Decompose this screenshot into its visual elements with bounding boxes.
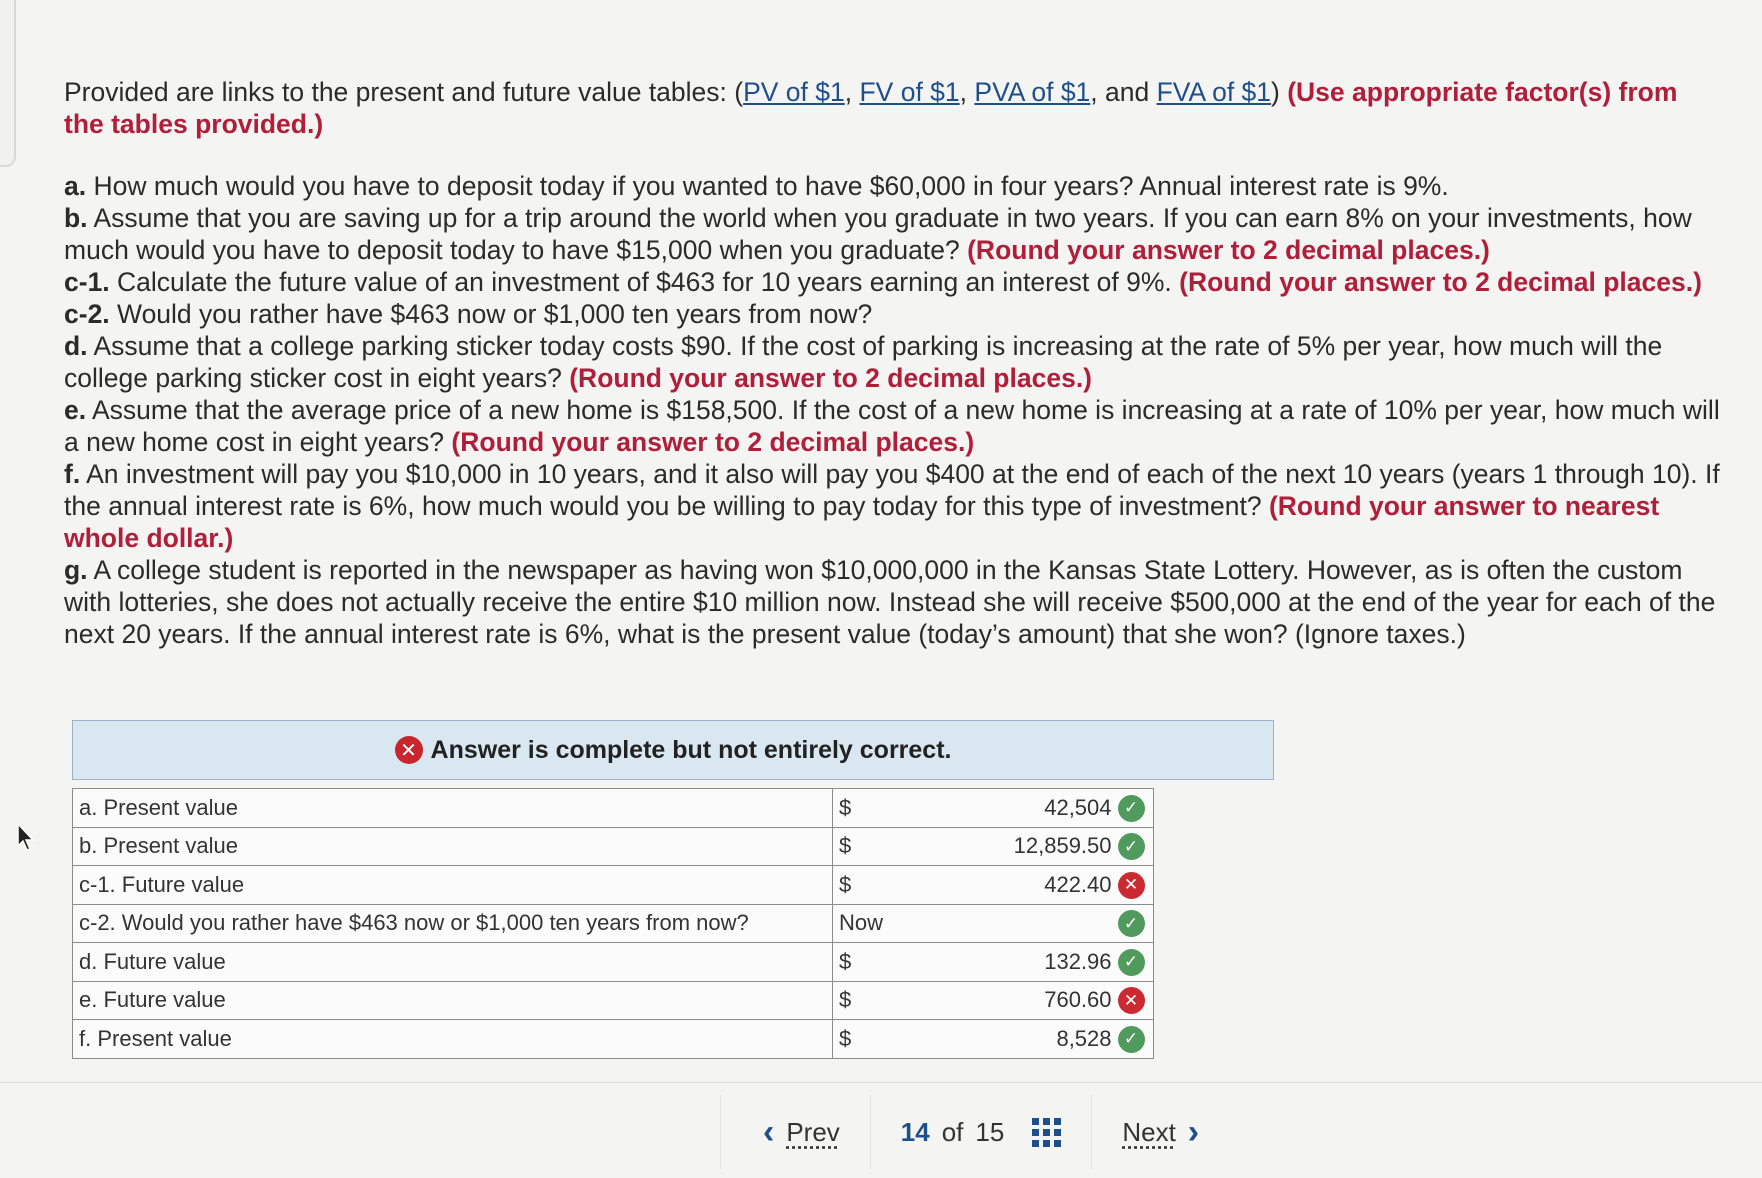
question-text: An investment will pay you $10,000 in 10 years, and it also will pay you $400 at the end of each of the next 10 years (years 1 through 10). If the annual interest rate is 6%, how much would you be willing to pay today for this type of investment? [64, 459, 1720, 521]
check-icon: ✓ [1118, 1026, 1145, 1053]
question-id: d. [64, 331, 88, 361]
question-id: a. [64, 171, 87, 201]
link-fva-of-1[interactable]: FVA of $1 [1156, 77, 1272, 107]
question-id: c-2. [64, 299, 110, 329]
x-icon: ✕ [1118, 987, 1145, 1014]
answer-unit: $ [833, 789, 890, 828]
link-separator: , and [1090, 77, 1157, 107]
current-page: 14 [900, 1116, 930, 1147]
question-text: A college student is reported in the newspaper as having won $10,000,000 in the Kansas State Lottery. However, as is often the custom with lotteries, she does not actually receive the entire $10 million now. Instead she will receive $500,000 at the end of the year for each of the next 20 years. If the annual interest rate is 6%, what is the present value (today’s amount) that she won? (Ignore taxes.) [64, 555, 1716, 649]
answer-value-cell[interactable] [889, 789, 1153, 828]
question-text: How much would you have to deposit today if you wanted to have $60,000 in four years? Annual interest rate is 9%. [86, 171, 1449, 201]
instruction-note: (Use appropriate factor(s) from the tables provided.) [64, 77, 1678, 139]
answer-table [72, 788, 1154, 1059]
answer-value-cell[interactable] [889, 1020, 1153, 1059]
prev-button[interactable] [721, 1113, 870, 1152]
answer-value: 132.96 [1044, 949, 1112, 975]
answer-row [73, 827, 1154, 866]
answer-unit: $ [833, 827, 890, 866]
question-e [64, 394, 1724, 458]
check-icon: ✓ [1118, 833, 1145, 860]
question-id: g. [64, 555, 88, 585]
page-indicator[interactable] [871, 1117, 1092, 1148]
page-of-label: of [941, 1116, 964, 1147]
answer-unit: $ [833, 981, 890, 1020]
x-icon: ✕ [1118, 872, 1145, 899]
mouse-pointer-icon [16, 822, 38, 852]
chevron-right-icon: › [1187, 1112, 1200, 1151]
question-list [64, 170, 1724, 650]
check-icon: ✓ [1118, 910, 1145, 937]
question-text: Calculate the future value of an investment of $463 for 10 years earning an interest of 9%. [109, 267, 1180, 297]
answer-row [73, 789, 1154, 828]
left-edge-panel [0, 0, 16, 167]
answer-row [73, 866, 1154, 905]
intro-paragraph [64, 76, 1724, 140]
question-d [64, 330, 1724, 394]
question-note: (Round your answer to 2 decimal places.) [451, 427, 975, 457]
answer-row [73, 981, 1154, 1020]
question-id: c-1. [64, 267, 110, 297]
answer-label: d. Future value [73, 943, 833, 982]
question-content [64, 76, 1724, 650]
question-f [64, 458, 1724, 554]
question-b [64, 202, 1724, 266]
check-icon: ✓ [1118, 795, 1145, 822]
question-note: (Round your answer to nearest whole dollar.) [64, 491, 1660, 553]
intro-text-end: ) [1271, 77, 1288, 107]
link-separator: , [959, 77, 975, 107]
question-a [64, 170, 1724, 202]
question-c1 [64, 266, 1724, 298]
prev-label: Prev [786, 1116, 840, 1147]
answer-label: e. Future value [73, 981, 833, 1020]
answer-value: 12,859.50 [1013, 833, 1112, 859]
answer-label: f. Present value [73, 1020, 833, 1059]
question-note: (Round your answer to 2 decimal places.) [967, 235, 1490, 265]
next-label: Next [1122, 1116, 1176, 1147]
question-text: Assume that you are saving up for a trip around the world when you graduate in two years. If you can earn 8% on your investments, how much would you have to deposit today to have $15,000 when you graduate? [64, 203, 1692, 265]
footer-divider [0, 1082, 1762, 1083]
question-text: Assume that a college parking sticker today costs $90. If the cost of parking is increasing at the rate of 5% per year, how much will the college parking sticker cost in eight years? [64, 331, 1663, 393]
answer-value: 760.60 [1044, 987, 1112, 1013]
answer-label: c-2. Would you rather have $463 now or $1,000 ten years from now? [73, 904, 833, 943]
answer-unit: $ [833, 866, 890, 905]
answer-label: b. Present value [73, 827, 833, 866]
intro-text: Provided are links to the present and future value tables: ( [64, 77, 744, 107]
link-pva-of-1[interactable]: PVA of $1 [974, 77, 1091, 107]
result-banner [72, 720, 1274, 780]
question-text: Assume that the average price of a new home is $158,500. If the cost of a new home is increasing at a rate of 10% per year, how much will a new home cost in eight years? [64, 395, 1720, 457]
answer-value: 422.40 [1044, 872, 1112, 898]
answer-value-cell[interactable] [889, 943, 1153, 982]
question-id: b. [64, 203, 88, 233]
answer-unit: $ [833, 943, 890, 982]
question-id: f. [64, 459, 81, 489]
answer-unit: Now [833, 904, 890, 943]
answer-value: 8,528 [1056, 1026, 1112, 1052]
answer-label: c-1. Future value [73, 866, 833, 905]
answer-label: a. Present value [73, 789, 833, 828]
error-x-icon: ✕ [395, 736, 423, 764]
check-icon: ✓ [1118, 949, 1145, 976]
question-c2 [64, 298, 1724, 330]
answer-value-cell[interactable] [889, 866, 1153, 905]
answer-row [73, 904, 1154, 943]
answer-value-cell[interactable] [889, 981, 1153, 1020]
next-button[interactable] [1092, 1113, 1241, 1152]
answer-value: 42,504 [1044, 795, 1112, 821]
answer-row [73, 1020, 1154, 1059]
answer-row [73, 943, 1154, 982]
answer-value-cell[interactable] [889, 827, 1153, 866]
pagination-nav [720, 1095, 1241, 1169]
question-id: e. [64, 395, 87, 425]
chevron-left-icon: ‹ [763, 1112, 775, 1151]
grid-menu-icon[interactable] [1032, 1118, 1061, 1147]
link-fv-of-1[interactable]: FV of $1 [859, 77, 960, 107]
question-note: (Round your answer to 2 decimal places.) [1179, 267, 1702, 297]
link-pv-of-1[interactable]: PV of $1 [743, 77, 845, 107]
question-text: Would you rather have $463 now or $1,000 ten years from now? [109, 299, 873, 329]
banner-text: Answer is complete but not entirely correct. [430, 735, 952, 764]
question-g [64, 554, 1724, 650]
link-separator: , [844, 77, 860, 107]
total-pages: 15 [975, 1116, 1005, 1147]
answer-value-cell[interactable] [889, 904, 1153, 943]
question-note: (Round your answer to 2 decimal places.) [569, 363, 1093, 393]
answer-unit: $ [833, 1020, 890, 1059]
